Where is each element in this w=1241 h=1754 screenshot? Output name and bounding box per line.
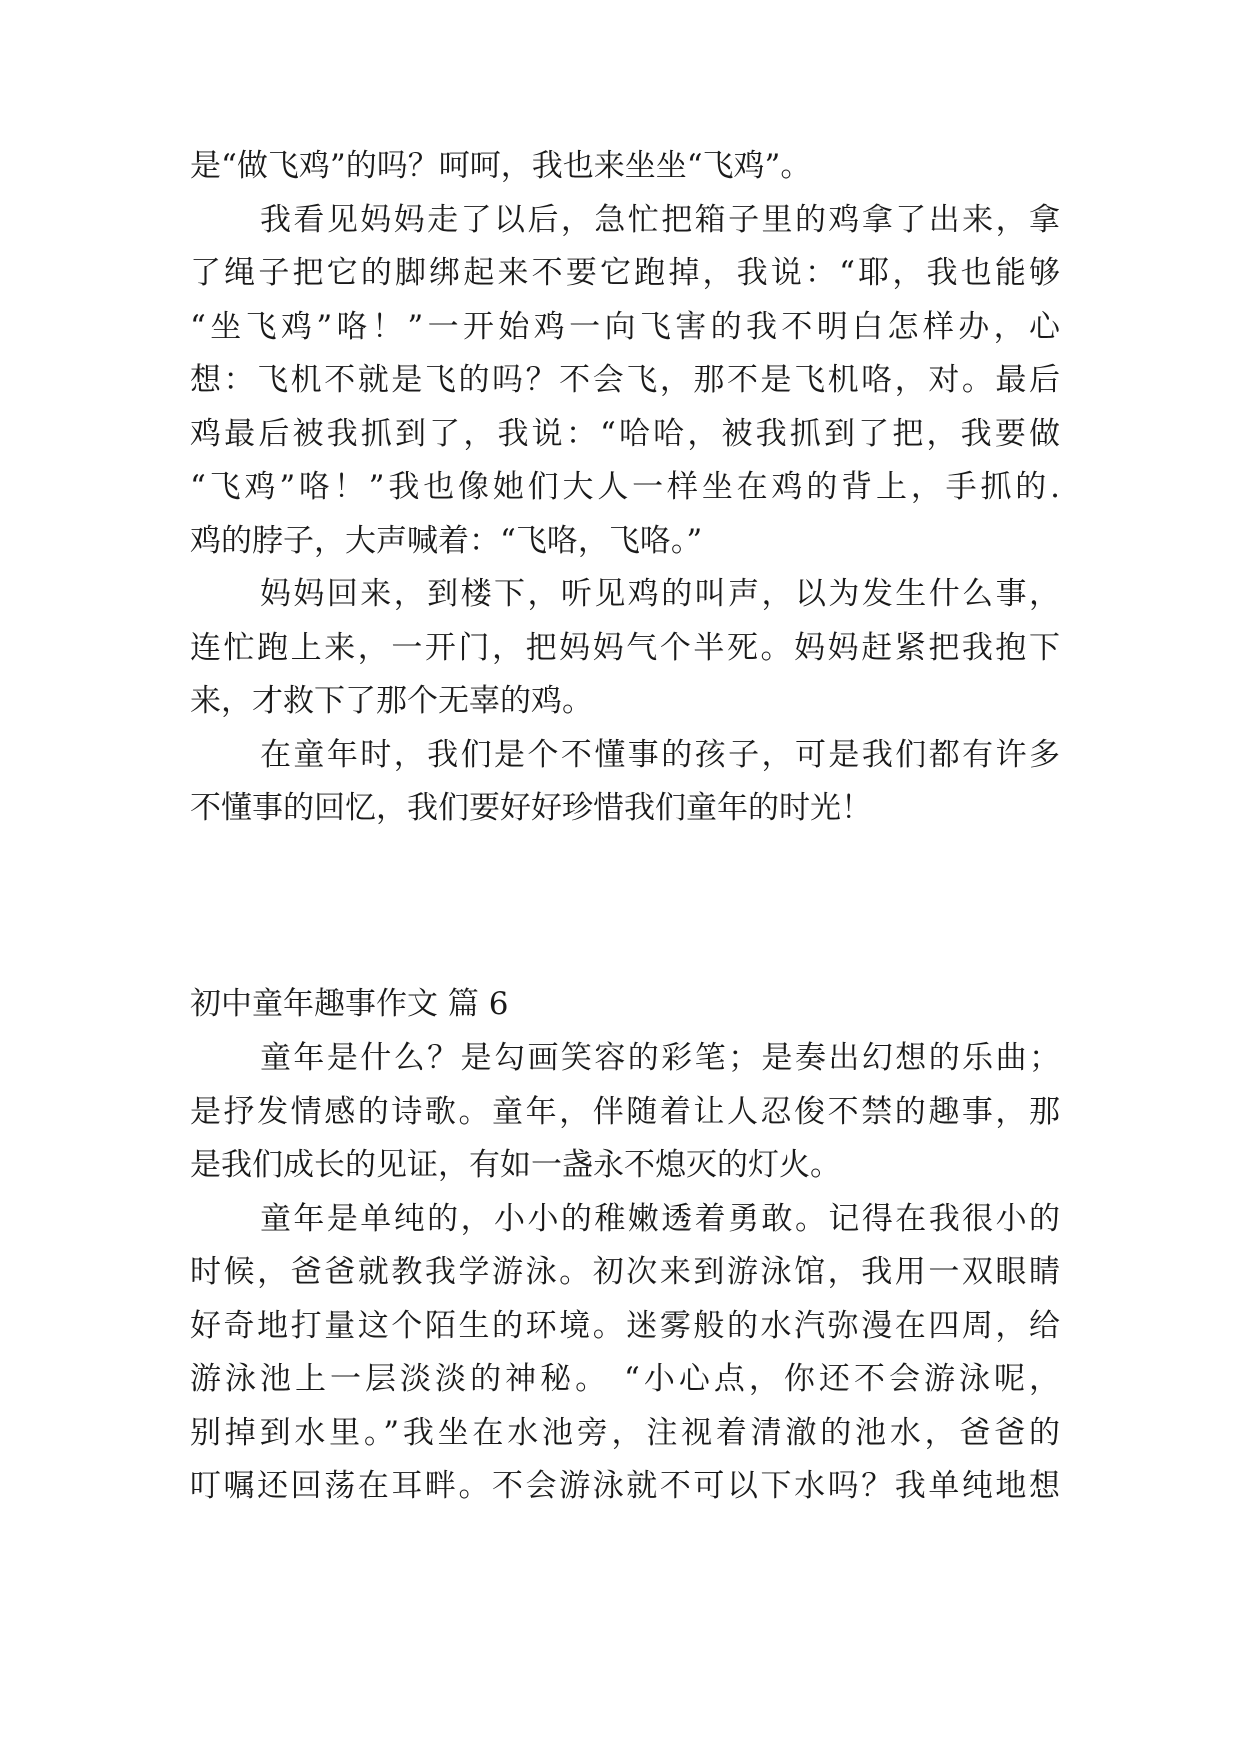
paragraph-line: 游泳池上一层淡淡的神秘。 “小心点，你还不会游泳呢， (190, 1361, 1060, 1397)
paragraph-line: 鸡最后被我抓到了，我说：“哈哈，被我抓到了把，我要做 (190, 416, 1060, 452)
paragraph-line: “飞鸡”咯！”我也像她们大人一样坐在鸡的背上，手抓的. (190, 469, 1060, 505)
section-heading: 初中童年趣事作文 篇 6 (190, 986, 509, 1022)
paragraph-line: 妈妈回来，到楼下，听见鸡的叫声，以为发生什么事， (260, 576, 1060, 612)
paragraph-line: 时候，爸爸就教我学游泳。初次来到游泳馆，我用一双眼睛 (190, 1254, 1060, 1290)
paragraph-line: 连忙跑上来，一开门，把妈妈气个半死。妈妈赶紧把我抱下 (190, 630, 1060, 666)
paragraph-line: 不懂事的回忆，我们要好好珍惜我们童年的时光！ (190, 790, 872, 826)
paragraph-line: 了绳子把它的脚绑起来不要它跑掉，我说：“耶，我也能够 (190, 255, 1060, 291)
paragraph-line: 叮嘱还回荡在耳畔。不会游泳就不可以下水吗？我单纯地想 (190, 1468, 1060, 1504)
paragraph-line: 鸡的脖子，大声喊着：“飞咯，飞咯。” (190, 523, 703, 559)
paragraph-line: 好奇地打量这个陌生的环境。迷雾般的水汽弥漫在四周，给 (190, 1308, 1060, 1344)
paragraph-line: 童年是什么？是勾画笑容的彩笔；是奏出幻想的乐曲； (260, 1040, 1060, 1076)
paragraph-line: 是我们成长的见证，有如一盏永不熄灭的灯火。 (190, 1147, 841, 1183)
paragraph-line: 我看见妈妈走了以后，急忙把箱子里的鸡拿了出来，拿 (260, 202, 1060, 238)
paragraph-line: 想：飞机不就是飞的吗？不会飞，那不是飞机咯，对。最后 (190, 362, 1060, 398)
paragraph-line: 别掉到水里。”我坐在水池旁，注视着清澈的池水，爸爸的 (190, 1415, 1060, 1451)
paragraph-line: “坐飞鸡”咯！”一开始鸡一向飞害的我不明白怎样办，心 (190, 309, 1060, 345)
paragraph-line: 童年是单纯的，小小的稚嫩透着勇敢。记得在我很小的 (260, 1201, 1060, 1237)
paragraph-line: 是“做飞鸡”的吗？呵呵，我也来坐坐“飞鸡”。 (190, 148, 812, 184)
paragraph-line: 来，才救下了那个无辜的鸡。 (190, 683, 593, 719)
paragraph-line: 是抒发情感的诗歌。童年，伴随着让人忍俊不禁的趣事，那 (190, 1094, 1060, 1130)
paragraph-line: 在童年时，我们是个不懂事的孩子，可是我们都有许多 (260, 737, 1060, 773)
